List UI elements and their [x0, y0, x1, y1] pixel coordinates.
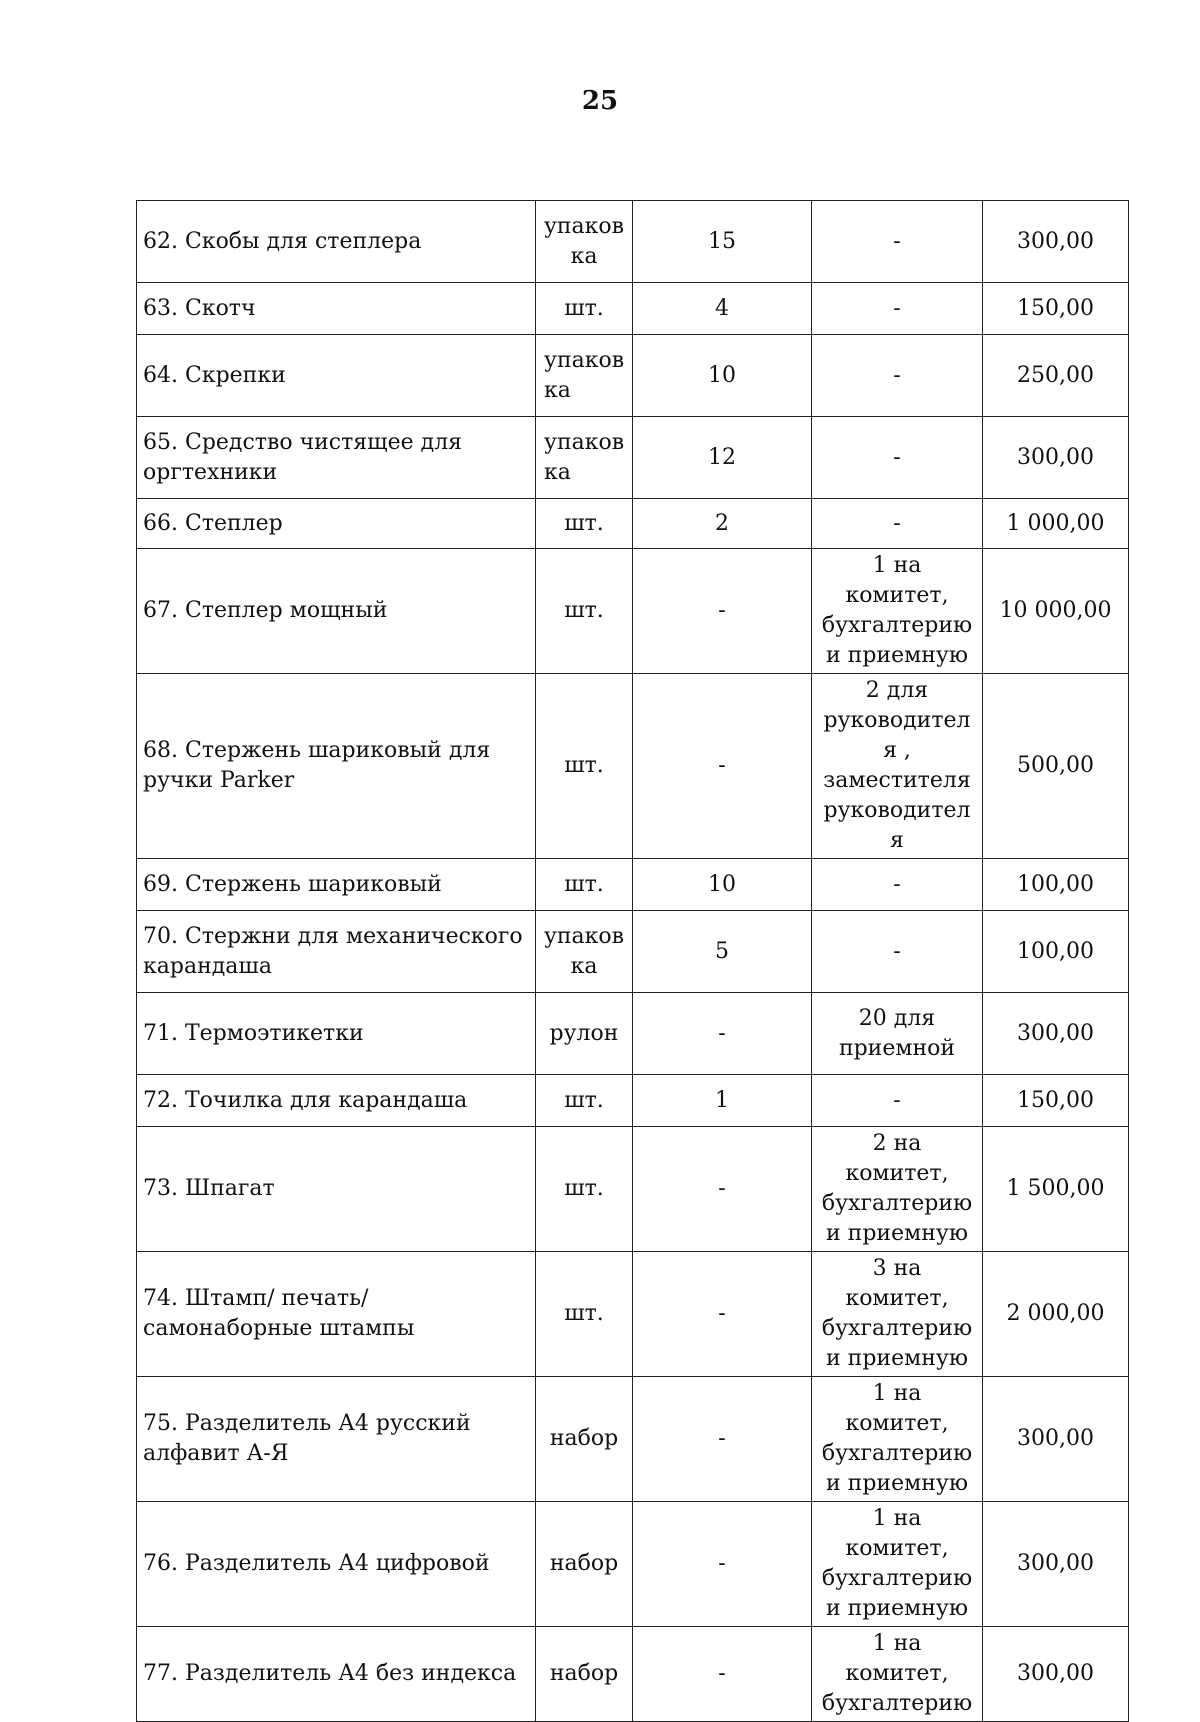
item-name-cell: 69. Стержень шариковый — [137, 859, 536, 911]
unit-cell: шт. — [536, 1252, 633, 1377]
table-row — [137, 1627, 1129, 1722]
item-name-cell: 63. Скотч — [137, 283, 536, 335]
table-row — [137, 1075, 1129, 1127]
item-name-cell: 66. Степлер — [137, 499, 536, 549]
norm-cell: 2 на комитет, бухгалтерию и приемную — [812, 1127, 983, 1252]
unit-cell: набор — [536, 1377, 633, 1502]
unit-cell: набор — [536, 1502, 633, 1627]
item-name-cell: 77. Разделитель А4 без индекса — [137, 1627, 536, 1722]
table-row — [137, 674, 1129, 859]
item-name-cell: 74. Штамп/ печать/ самонаборные штампы — [137, 1252, 536, 1377]
quantity-cell: 2 — [633, 499, 812, 549]
item-name-cell: 75. Разделитель А4 русский алфавит А-Я — [137, 1377, 536, 1502]
quantity-cell: 12 — [633, 417, 812, 499]
quantity-cell: - — [633, 993, 812, 1075]
table-row — [137, 417, 1129, 499]
unit-cell: шт. — [536, 674, 633, 859]
item-name-cell: 67. Степлер мощный — [137, 549, 536, 674]
price-cell: 2 000,00 — [983, 1252, 1129, 1377]
item-name-cell: 76. Разделитель А4 цифровой — [137, 1502, 536, 1627]
table-row — [137, 549, 1129, 674]
page-number: 25 — [581, 86, 619, 116]
price-cell: 10 000,00 — [983, 549, 1129, 674]
table-row — [137, 1502, 1129, 1627]
norm-cell: - — [812, 283, 983, 335]
norm-cell: - — [812, 201, 983, 283]
unit-cell: упаков ка — [536, 201, 633, 283]
table-row — [137, 911, 1129, 993]
item-name-cell: 70. Стержни для механического карандаша — [137, 911, 536, 993]
price-cell: 300,00 — [983, 1377, 1129, 1502]
quantity-cell: - — [633, 1627, 812, 1722]
price-cell: 300,00 — [983, 1627, 1129, 1722]
quantity-cell: 10 — [633, 335, 812, 417]
item-name-cell: 65. Средство чистящее для оргтехники — [137, 417, 536, 499]
unit-cell: упаков ка — [536, 417, 633, 499]
price-cell: 300,00 — [983, 993, 1129, 1075]
item-name-cell: 64. Скрепки — [137, 335, 536, 417]
price-cell: 250,00 — [983, 335, 1129, 417]
quantity-cell: - — [633, 549, 812, 674]
price-cell: 150,00 — [983, 283, 1129, 335]
unit-cell: набор — [536, 1627, 633, 1722]
quantity-cell: 1 — [633, 1075, 812, 1127]
unit-cell: упаков ка — [536, 911, 633, 993]
unit-cell: шт. — [536, 1075, 633, 1127]
price-cell: 300,00 — [983, 417, 1129, 499]
unit-cell: шт. — [536, 859, 633, 911]
price-cell: 1 500,00 — [983, 1127, 1129, 1252]
norm-cell: 1 на комитет, бухгалтерию и приемную — [812, 549, 983, 674]
norm-cell: 1 на комитет, бухгалтерию — [812, 1627, 983, 1722]
norm-cell: - — [812, 859, 983, 911]
norm-cell: 20 для приемной — [812, 993, 983, 1075]
table-row — [137, 499, 1129, 549]
quantity-cell: - — [633, 1127, 812, 1252]
table-row — [137, 1377, 1129, 1502]
quantity-cell: - — [633, 1502, 812, 1627]
item-name-cell: 73. Шпагат — [137, 1127, 536, 1252]
unit-cell: шт. — [536, 283, 633, 335]
table-row — [137, 283, 1129, 335]
norm-cell: 2 для руководителя , заместителя руководителя — [812, 674, 983, 859]
price-cell: 300,00 — [983, 1502, 1129, 1627]
norm-cell: - — [812, 335, 983, 417]
table-row — [137, 859, 1129, 911]
price-cell: 1 000,00 — [983, 499, 1129, 549]
unit-cell: рулон — [536, 993, 633, 1075]
quantity-cell: - — [633, 1252, 812, 1377]
table-row — [137, 1252, 1129, 1377]
item-name-cell: 72. Точилка для карандаша — [137, 1075, 536, 1127]
price-cell: 300,00 — [983, 201, 1129, 283]
norm-cell: 1 на комитет, бухгалтерию и приемную — [812, 1502, 983, 1627]
quantity-cell: 10 — [633, 859, 812, 911]
table-body — [137, 201, 1129, 1722]
quantity-cell: - — [633, 1377, 812, 1502]
norm-cell: - — [812, 1075, 983, 1127]
norm-cell: - — [812, 499, 983, 549]
item-name-cell: 68. Стержень шариковый для ручки Parker — [137, 674, 536, 859]
quantity-cell: - — [633, 674, 812, 859]
table-row — [137, 1127, 1129, 1252]
price-cell: 500,00 — [983, 674, 1129, 859]
quantity-cell: 4 — [633, 283, 812, 335]
item-name-cell: 62. Скобы для степлера — [137, 201, 536, 283]
norm-cell: - — [812, 417, 983, 499]
quantity-cell: 5 — [633, 911, 812, 993]
quantity-cell: 15 — [633, 201, 812, 283]
price-cell: 150,00 — [983, 1075, 1129, 1127]
norm-cell: 1 на комитет, бухгалтерию и приемную — [812, 1377, 983, 1502]
unit-cell: шт. — [536, 1127, 633, 1252]
price-cell: 100,00 — [983, 859, 1129, 911]
table-row — [137, 201, 1129, 283]
unit-cell: шт. — [536, 549, 633, 674]
norm-cell: - — [812, 911, 983, 993]
price-cell: 100,00 — [983, 911, 1129, 993]
item-name-cell: 71. Термоэтикетки — [137, 993, 536, 1075]
unit-cell: шт. — [536, 499, 633, 549]
table-row — [137, 335, 1129, 417]
norm-cell: 3 на комитет, бухгалтерию и приемную — [812, 1252, 983, 1377]
table-row — [137, 993, 1129, 1075]
supplies-table — [136, 200, 1129, 1722]
unit-cell: упаков ка — [536, 335, 633, 417]
